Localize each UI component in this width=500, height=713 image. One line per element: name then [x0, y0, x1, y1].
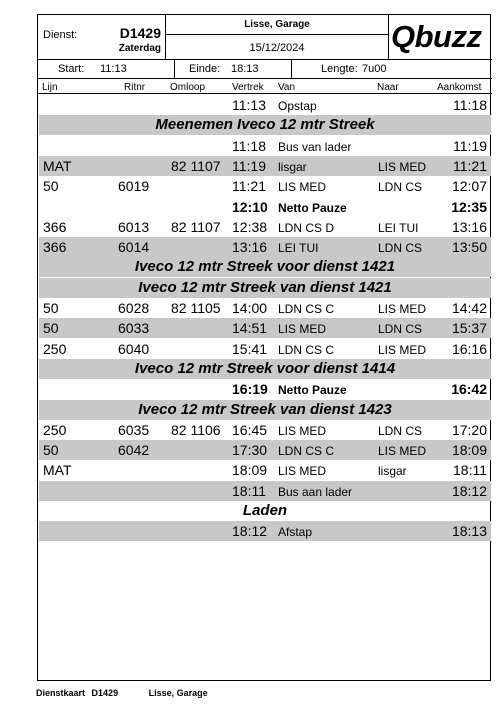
qbuzz-logo: Qbuzz [391, 19, 482, 54]
cell-aankomst: 11:18 [453, 97, 487, 113]
cell-van: Bus van lader [278, 139, 352, 154]
section-title: Meenemen Iveco 12 mtr Streek [155, 116, 375, 134]
col-naar: Naar [377, 82, 399, 93]
cell-ritnr: 6014 [118, 239, 150, 256]
cell-omloop: 82 1107 [171, 157, 221, 174]
trip-row [39, 440, 491, 460]
section-header [39, 115, 491, 135]
cell-van: LDN CS C [278, 302, 335, 316]
cell-van: LIS MED [278, 423, 327, 438]
cell-vertrek: 11:18 [232, 137, 266, 154]
cell-vertrek: 17:30 [232, 442, 268, 459]
trip-row [39, 136, 491, 156]
cell-vertrek: 18:11 [232, 482, 266, 499]
trip-row [39, 339, 491, 359]
cell-vertrek: 11:19 [232, 157, 266, 174]
cell-naar: LDN CS [378, 241, 423, 256]
col-vertrek: Vertrek [232, 82, 264, 93]
cell-van: LIS MED [278, 322, 327, 337]
cell-van: Netto Pauze [278, 383, 347, 398]
cell-lijn: 50 [43, 300, 59, 316]
start-time: 11:13 [100, 63, 127, 75]
cell-van: Afstap [278, 525, 313, 540]
einde-time: 18:13 [231, 63, 259, 75]
cell-ritnr: 6033 [118, 320, 150, 337]
cell-vertrek: 18:12 [232, 523, 268, 540]
section-header [39, 359, 491, 379]
cell-ritnr: 6028 [118, 300, 150, 316]
cell-van: LDN CS D [278, 220, 335, 235]
cell-lijn: 366 [43, 239, 67, 256]
start-label: Start: [58, 63, 85, 75]
trip-row [39, 176, 491, 196]
col-aankomst: Aankomst [437, 82, 482, 93]
cell-ritnr: 6040 [118, 340, 150, 357]
location-label: Lisse, Garage [244, 19, 310, 30]
cell-omloop: 82 1107 [171, 218, 221, 235]
footer-kaart-code: D1429 [91, 688, 119, 698]
cell-naar: LEI TUI [378, 220, 419, 235]
cell-van: Bus aan lader [278, 484, 353, 499]
cell-naar: LDN CS [378, 423, 423, 438]
cell-vertrek: 16:19 [232, 381, 268, 398]
cell-vertrek: 12:38 [232, 218, 268, 235]
cell-lijn: MAT [43, 157, 72, 174]
cell-vertrek: 16:45 [232, 421, 268, 438]
col-lijn: Lijn [42, 82, 58, 93]
cell-van: Netto Pauze [278, 200, 347, 215]
cell-naar: LIS MED [378, 444, 427, 459]
cell-lijn: 366 [43, 218, 67, 235]
cell-naar: LIS MED [378, 342, 427, 357]
cell-van: LDN CS C [278, 342, 335, 357]
trip-row [39, 237, 491, 257]
cell-naar: LDN CS [378, 180, 423, 195]
trip-row [39, 217, 491, 237]
cell-ritnr: 6042 [118, 442, 150, 459]
cell-vertrek: 12:10 [232, 198, 268, 215]
cell-van: LIS MED [278, 464, 327, 479]
cell-van: LDN CS C [278, 444, 335, 459]
cell-lijn: MAT [43, 462, 72, 479]
section-title: Iveco 12 mtr Streek van dienst 1421 [138, 278, 392, 296]
cell-aankomst: 18:12 [451, 482, 487, 499]
cell-naar: LDN CS [378, 322, 423, 337]
cell-aankomst: 12:07 [451, 178, 487, 195]
section-header [39, 257, 491, 277]
footer-location: Lisse, Garage [148, 688, 208, 698]
trip-row [39, 420, 491, 440]
cell-vertrek: 13:16 [232, 239, 268, 256]
cell-aankomst: 13:50 [451, 239, 487, 256]
section-title: Iveco 12 mtr Streek van dienst 1423 [138, 400, 392, 418]
col-omloop: Omloop [170, 82, 206, 93]
section-title: Laden [242, 502, 288, 519]
cell-vertrek: 11:13 [232, 97, 266, 113]
pause-row [39, 197, 491, 217]
cell-ritnr: 6035 [118, 421, 150, 438]
cell-aankomst: 17:20 [451, 421, 487, 438]
trip-row [39, 460, 491, 480]
location-box [166, 15, 388, 60]
cell-van: LIS MED [278, 180, 327, 195]
cell-ritnr: 6019 [118, 178, 150, 195]
cell-naar: LIS MED [378, 159, 427, 174]
logo-box [388, 15, 492, 60]
cell-aankomst: 12:35 [451, 198, 487, 215]
col-ritnr: Ritnr [124, 82, 146, 93]
date-label: 15/12/2024 [249, 42, 305, 54]
dienst-box [38, 15, 166, 60]
trip-row [39, 95, 491, 115]
cell-aankomst: 18:11 [453, 462, 487, 479]
cell-aankomst: 16:42 [451, 381, 487, 398]
cell-vertrek: 14:00 [232, 300, 268, 316]
cell-lijn: 250 [43, 421, 67, 438]
cell-lijn: 50 [43, 320, 59, 337]
cell-aankomst: 18:09 [451, 442, 487, 459]
trip-row [39, 521, 491, 541]
section-header [39, 400, 491, 420]
cell-aankomst: 16:16 [451, 340, 487, 357]
cell-omloop: 82 1106 [171, 421, 221, 438]
section-title: Iveco 12 mtr Streek voor dienst 1421 [134, 258, 396, 276]
day-label: Zaterdag [118, 43, 161, 54]
cell-van: Opstap [278, 99, 317, 113]
cell-vertrek: 15:41 [232, 340, 268, 357]
cell-naar: lisgar [378, 464, 407, 479]
section-header [39, 278, 491, 298]
cell-aankomst: 13:16 [451, 218, 487, 235]
dienst-code: D1429 [119, 25, 161, 41]
cell-lijn: 50 [43, 442, 59, 459]
duty-card [37, 14, 491, 681]
einde-label: Einde: [189, 63, 221, 75]
cell-aankomst: 15:37 [451, 320, 487, 337]
section-title: Iveco 12 mtr Streek voor dienst 1414 [134, 359, 396, 377]
cell-ritnr: 6013 [118, 218, 150, 235]
cell-van: LEI TUI [278, 241, 319, 256]
cell-naar: LIS MED [378, 302, 427, 316]
dienst-label: Dienst: [43, 29, 78, 41]
col-van: Van [278, 82, 296, 93]
trip-row [39, 481, 491, 501]
cell-van: lisgar [278, 159, 307, 174]
trip-row [39, 156, 491, 176]
trip-row [39, 318, 491, 338]
lengte-value: 7u00 [362, 63, 387, 75]
lengte-label: Lengte: [321, 63, 358, 75]
cell-aankomst: 18:13 [451, 523, 487, 540]
cell-lijn: 250 [43, 340, 67, 357]
cell-omloop: 82 1105 [171, 300, 221, 316]
times-bar [38, 60, 492, 79]
cell-vertrek: 14:51 [232, 320, 268, 337]
cell-aankomst: 14:42 [451, 300, 487, 316]
cell-vertrek: 11:21 [232, 178, 266, 195]
trip-row [39, 298, 491, 318]
cell-vertrek: 18:09 [232, 462, 268, 479]
footer [36, 688, 208, 698]
section-header [39, 501, 491, 521]
pause-row [39, 379, 491, 399]
cell-aankomst: 11:19 [453, 137, 487, 154]
cell-lijn: 50 [43, 178, 59, 195]
footer-kaart-label: Dienstkaart [36, 688, 86, 698]
cell-aankomst: 11:21 [453, 157, 487, 174]
